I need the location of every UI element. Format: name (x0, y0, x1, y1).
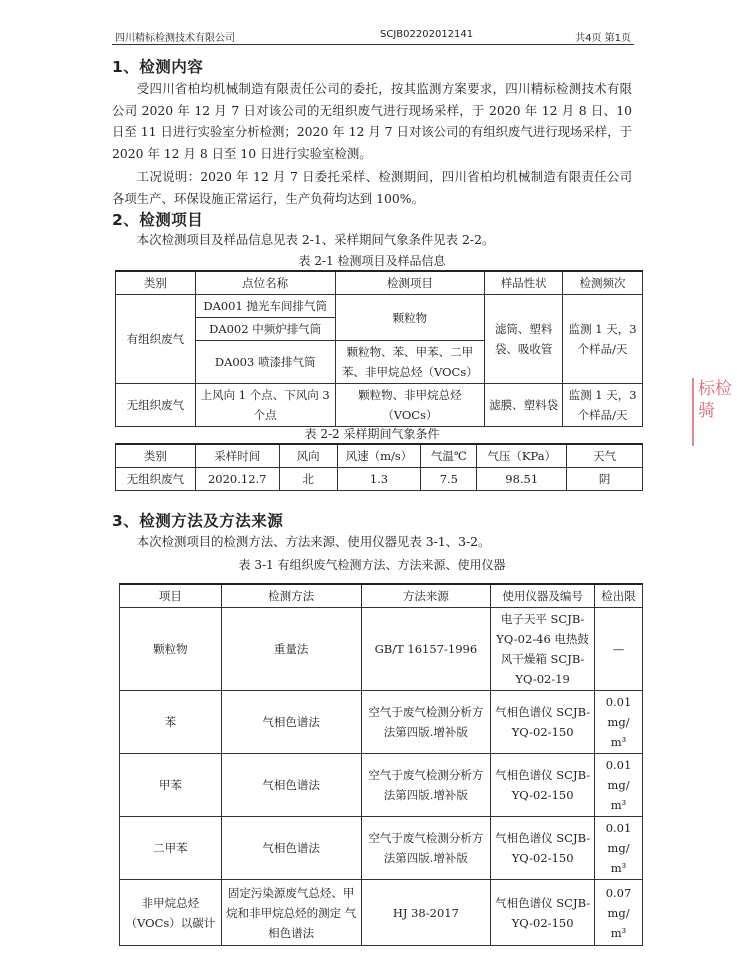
t31-source: HJ 38-2017 (361, 880, 491, 946)
t22-header: 气压（KPa） (477, 444, 567, 468)
header-report-code: SCJB02202012141 (380, 29, 474, 40)
t22-cell: 无组织废气 (116, 468, 196, 491)
section3-intro: 本次检测项目的检测方法、方法来源、使用仪器见表 3-1、3-2。 (136, 534, 491, 549)
table2-1 (115, 270, 643, 427)
header-org: 四川精标检测技术有限公司 (115, 33, 235, 44)
t31-method: 气相色谱法 (221, 817, 361, 880)
t21-header: 样品性状 (485, 271, 563, 295)
t22-header: 气温℃ (421, 444, 477, 468)
t31-item: 苯 (120, 691, 222, 754)
t22-header: 风向 (279, 444, 337, 468)
t22-cell: 1.3 (337, 468, 421, 491)
t21-header: 点位名称 (195, 271, 335, 295)
t31-instrument: 气相色谱仪 SCJB-YQ-02-150 (491, 880, 595, 946)
t31-item: 二甲苯 (120, 817, 222, 880)
t31-method: 固定污染源废气总烃、甲烷和非甲烷总烃的测定 气相色谱法 (221, 880, 361, 946)
t22-cell: 北 (279, 468, 337, 491)
t31-method: 重量法 (221, 608, 361, 691)
t31-header: 使用仪器及编号 (491, 584, 595, 608)
t21-cell: DA001 抛光车间排气筒 (195, 295, 335, 318)
t31-method: 气相色谱法 (221, 754, 361, 817)
t31-header: 项目 (120, 584, 222, 608)
t31-limit: 0.07 mg/ m³ (595, 880, 643, 946)
t22-header: 采样时间 (195, 444, 279, 468)
section2-intro: 本次检测项目及样品信息见表 2-1、采样期间气象条件见表 2-2。 (136, 232, 495, 247)
t22-cell: 7.5 (421, 468, 477, 491)
table2-2-caption: 表 2-2 采样期间气象条件 (304, 427, 440, 441)
seal-stamp: 标检 骑 (692, 378, 737, 446)
t31-limit: 0.01 mg/ m³ (595, 817, 643, 880)
t21-cell: 滤筒、塑料袋、吸收管 (485, 295, 563, 384)
page-header (112, 26, 634, 45)
t22-header: 类别 (116, 444, 196, 468)
t31-instrument: 气相色谱仪 SCJB-YQ-02-150 (491, 817, 595, 880)
t21-header: 检测项目 (335, 271, 485, 295)
table3-1 (119, 583, 643, 946)
t31-instrument: 电子天平 SCJB-YQ-02-46 电热鼓风干燥箱 SCJB-YQ-02-19 (491, 608, 595, 691)
t21-cell: 滤膜、塑料袋 (485, 384, 563, 427)
t22-header: 风速（m/s） (337, 444, 421, 468)
t31-header: 检测方法 (221, 584, 361, 608)
t31-header: 方法来源 (361, 584, 491, 608)
section1-title: 1、检测内容 (112, 58, 204, 76)
t21-cell: 颗粒物 (335, 295, 485, 341)
section3-title: 3、检测方法及方法来源 (112, 512, 284, 530)
t31-instrument: 气相色谱仪 SCJB-YQ-02-150 (491, 691, 595, 754)
t21-cell: 无组织废气 (116, 384, 196, 427)
t22-cell: 2020.12.7 (195, 468, 279, 491)
header-page-info: 共4页 第1页 (575, 33, 631, 44)
t31-item: 非甲烷总烃（VOCs）以碳计 (120, 880, 222, 946)
t21-cell: 上风向 1 个点、下风向 3 个点 (195, 384, 335, 427)
t21-cell: 颗粒物、苯、甲苯、二甲苯、非甲烷总烃（VOCs） (335, 341, 485, 384)
t31-limit: — (595, 608, 643, 691)
t31-instrument: 气相色谱仪 SCJB-YQ-02-150 (491, 754, 595, 817)
t31-method: 气相色谱法 (221, 691, 361, 754)
t21-cell: 颗粒物、非甲烷总烃（VOCs） (335, 384, 485, 427)
t21-cell: 监测 1 天，3 个样品/天 (563, 384, 643, 427)
t31-item: 颗粒物 (120, 608, 222, 691)
t22-cell: 阴 (567, 468, 643, 491)
table2-2 (115, 443, 643, 491)
t31-source: GB/T 16157-1996 (361, 608, 491, 691)
table3-1-caption: 表 3-1 有组织废气检测方法、方法来源、使用仪器 (238, 558, 506, 572)
t22-header: 天气 (567, 444, 643, 468)
t31-source: 空气于废气检测分析方法第四版.增补版 (361, 817, 491, 880)
t31-source: 空气于废气检测分析方法第四版.增补版 (361, 754, 491, 817)
t31-header: 检出限 (595, 584, 643, 608)
t21-cell: 监测 1 天，3 个样品/天 (563, 295, 643, 384)
t22-cell: 98.51 (477, 468, 567, 491)
table2-1-caption: 表 2-1 检测项目及样品信息 (298, 254, 446, 268)
section1-para1: 受四川省柏均机械制造有限责任公司的委托，按其监测方案要求，四川精标检测技术有限公司 2020 年 12 月 7 日对该公司的无组织废气进行现场采样，于 2020 年 12 月 8 日、10 日至 11 日进行实验室分析检测；2020 年 12 月 7 日对该公司的有组织废气进行现场采样，于 2020 年 12 月 8 日至 10 日进行实验室检测。 (112, 81, 632, 161)
t21-cell: DA003 喷漆排气筒 (195, 341, 335, 384)
t21-header: 检测频次 (563, 271, 643, 295)
section2-title: 2、检测项目 (112, 211, 204, 229)
t21-header: 类别 (116, 271, 196, 295)
section1-para2: 工况说明：2020 年 12 月 7 日委托采样、检测期间，四川省柏均机械制造有限责任公司各项生产、环保设施正常运行，生产负荷均达到 100%。 (112, 169, 632, 206)
t31-limit: 0.01 mg/ m³ (595, 754, 643, 817)
t31-limit: 0.01 mg/ m³ (595, 691, 643, 754)
t31-item: 甲苯 (120, 754, 222, 817)
t21-cell: 有组织废气 (116, 295, 196, 384)
t31-source: 空气于废气检测分析方法第四版.增补版 (361, 691, 491, 754)
t21-cell: DA002 中频炉排气筒 (195, 318, 335, 341)
